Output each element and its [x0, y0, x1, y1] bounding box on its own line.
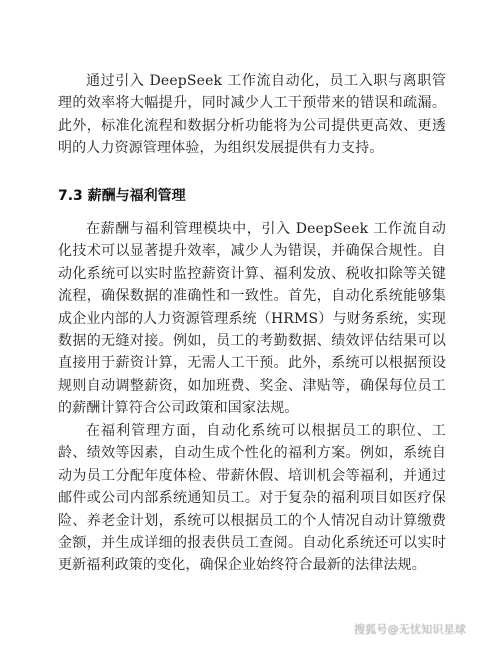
paragraph-compensation: 在薪酬与福利管理模块中，引入 DeepSeek 工作流自动化技术可以显著提升效率，减少人为错误，并确保合规性。自动化系统可以实时监控薪资计算、福利发放、税收扣除等关键流程，确保数据的准确性和一致性。首先，自动化系统能够集成企业内部的人力资源管理系统（HRMS）与财务系统，实现数据的无缝对接。例如，员工的考勤数据、绩效评估结果可以直接用于薪资计算，无需人工干预。此外，系统可以根据预设规则自动调整薪资，如加班费、奖金、津贴等，确保每位员工的薪酬计算符合公司政策和国家法规。 — [58, 221, 446, 417]
paragraph-onboarding-summary: 通过引入 DeepSeek 工作流自动化，员工入职与离职管理的效率将大幅提升，同时减少人工干预带来的错误和疏漏。此外，标准化流程和数据分析功能将为公司提供更高效、更透明的人力资源管理体验，为组织发展提供有力支持。 — [58, 73, 446, 157]
watermark-text: 搜狐号@无忧知识星球 — [354, 623, 466, 636]
paragraph-benefits: 在福利管理方面，自动化系统可以根据员工的职位、工龄、绩效等因素，自动生成个性化的福利方案。例如，系统自动为员工分配年度体检、带薪休假、培训机会等福利，并通过邮件或公司内部系统通知员工。对于复杂的福利项目如医疗保险、养老金计划，系统可以根据员工的个人情况自动计算缴费金额，并生成详细的报表供员工查阅。自动化系统还可以实时更新福利政策的变化，确保企业始终符合最新的法律法规。 — [58, 423, 446, 574]
section-heading: 7.3 薪酬与福利管理 — [58, 188, 186, 204]
